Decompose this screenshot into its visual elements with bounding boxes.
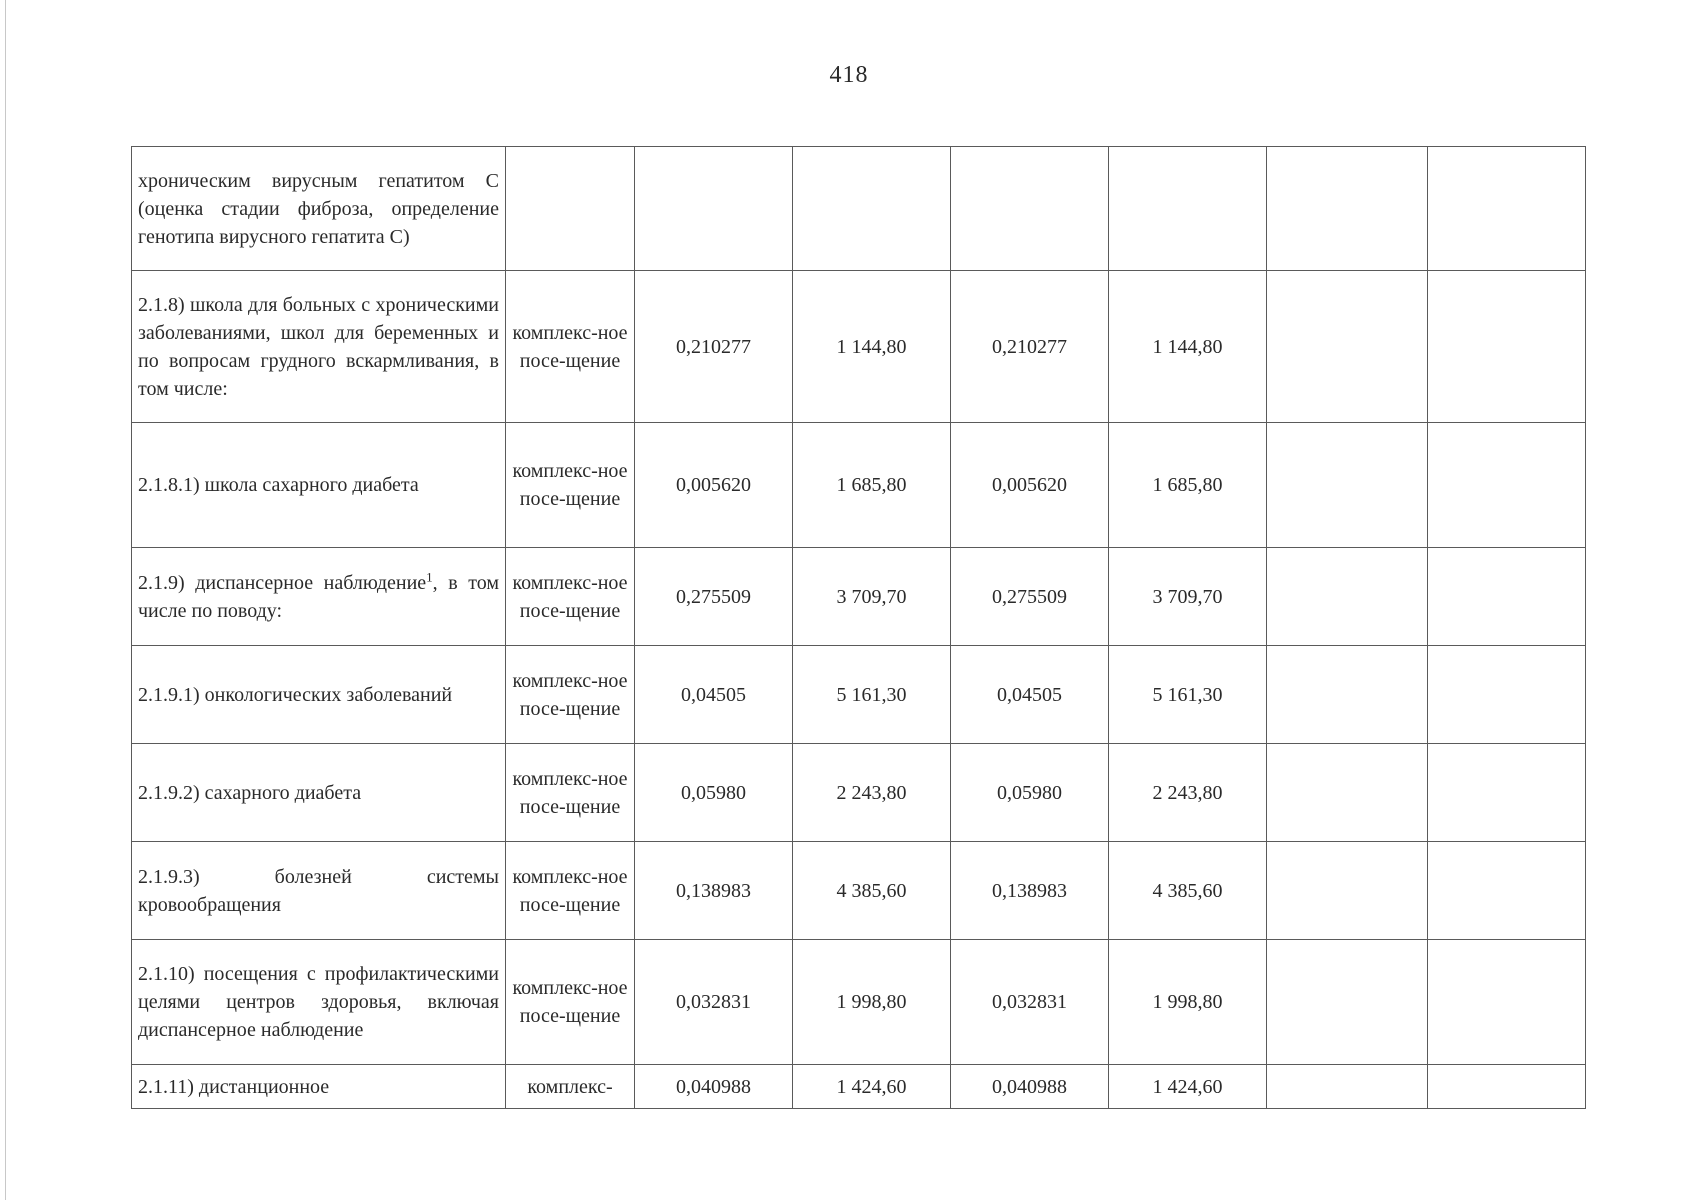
row-unit: комплекс-ное посе-щение xyxy=(506,646,635,744)
row-name: 2.1.9.3) болезней системы кровообращения xyxy=(132,842,506,940)
cell-value-3: 0,05980 xyxy=(951,744,1109,842)
cell-value-6 xyxy=(1428,271,1586,423)
cell-value-4: 4 385,60 xyxy=(1109,842,1267,940)
row-name xyxy=(132,548,506,646)
row-unit xyxy=(506,147,635,271)
cell-value-1: 0,04505 xyxy=(635,646,793,744)
cell-value-3: 0,275509 xyxy=(951,548,1109,646)
cell-value-6 xyxy=(1428,548,1586,646)
row-name: 2.1.8.1) школа сахарного диабета xyxy=(132,423,506,548)
row-unit: комплекс-ное посе-щение xyxy=(506,548,635,646)
cell-value-2: 5 161,30 xyxy=(793,646,951,744)
data-table xyxy=(131,146,1586,1109)
row-unit: комплекс-ное посе-щение xyxy=(506,744,635,842)
row-unit: комплекс-ное посе-щение xyxy=(506,940,635,1065)
cell-value-2: 3 709,70 xyxy=(793,548,951,646)
cell-value-4: 1 998,80 xyxy=(1109,940,1267,1065)
cell-value-6 xyxy=(1428,423,1586,548)
cell-value-4: 1 424,60 xyxy=(1109,1065,1267,1109)
cell-value-1: 0,210277 xyxy=(635,271,793,423)
cell-value-4: 2 243,80 xyxy=(1109,744,1267,842)
cell-value-5 xyxy=(1267,744,1428,842)
cell-value-5 xyxy=(1267,423,1428,548)
row-unit: комплекс-ное посе-щение xyxy=(506,271,635,423)
cell-value-5 xyxy=(1267,548,1428,646)
cell-value-6 xyxy=(1428,646,1586,744)
footnote-marker: 1 xyxy=(426,568,433,584)
table-row xyxy=(132,147,1586,271)
scan-edge-line xyxy=(5,0,6,1200)
cell-value-1 xyxy=(635,147,793,271)
row-name: 2.1.8) школа для больных с хроническими заболеваниями, школ для беременных и по вопросам грудного вскармливания, в том числе: xyxy=(132,271,506,423)
cell-value-4 xyxy=(1109,147,1267,271)
page-number: 418 xyxy=(829,62,869,88)
row-name: хроническим вирусным гепатитом С (оценка стадии фиброза, определение генотипа вирусного гепатита С) xyxy=(132,147,506,271)
cell-value-3: 0,210277 xyxy=(951,271,1109,423)
cell-value-5 xyxy=(1267,646,1428,744)
cell-value-5 xyxy=(1267,1065,1428,1109)
cell-value-2: 1 685,80 xyxy=(793,423,951,548)
cell-value-1: 0,275509 xyxy=(635,548,793,646)
row-name: 2.1.9.1) онкологических заболеваний xyxy=(132,646,506,744)
cell-value-2 xyxy=(793,147,951,271)
table-row xyxy=(132,842,1586,940)
row-name-tail: , в том числе по поводу: xyxy=(138,571,499,622)
row-unit: комплекс-ное посе-щение xyxy=(506,423,635,548)
cell-value-5 xyxy=(1267,271,1428,423)
cell-value-2: 4 385,60 xyxy=(793,842,951,940)
table-row xyxy=(132,271,1586,423)
cell-value-2: 1 144,80 xyxy=(793,271,951,423)
cell-value-3: 0,005620 xyxy=(951,423,1109,548)
cell-value-3: 0,04505 xyxy=(951,646,1109,744)
cell-value-4: 1 144,80 xyxy=(1109,271,1267,423)
cell-value-1: 0,032831 xyxy=(635,940,793,1065)
row-unit: комплекс-ное посе-щение xyxy=(506,842,635,940)
cell-value-3 xyxy=(951,147,1109,271)
cell-value-3: 0,138983 xyxy=(951,842,1109,940)
cell-value-2: 2 243,80 xyxy=(793,744,951,842)
row-name: 2.1.9.2) сахарного диабета xyxy=(132,744,506,842)
row-name: 2.1.10) посещения с профилактическими целями центров здоровья, включая диспансерное наблюдение xyxy=(132,940,506,1065)
table-row xyxy=(132,646,1586,744)
cell-value-3: 0,032831 xyxy=(951,940,1109,1065)
cell-value-5 xyxy=(1267,147,1428,271)
cell-value-5 xyxy=(1267,842,1428,940)
cell-value-2: 1 998,80 xyxy=(793,940,951,1065)
cell-value-2: 1 424,60 xyxy=(793,1065,951,1109)
cell-value-6 xyxy=(1428,744,1586,842)
cell-value-6 xyxy=(1428,147,1586,271)
table-row xyxy=(132,1065,1586,1109)
cell-value-1: 0,138983 xyxy=(635,842,793,940)
row-name: 2.1.11) дистанционное xyxy=(132,1065,506,1109)
row-unit: комплекс- xyxy=(506,1065,635,1109)
cell-value-4: 3 709,70 xyxy=(1109,548,1267,646)
cell-value-5 xyxy=(1267,940,1428,1065)
cell-value-6 xyxy=(1428,940,1586,1065)
cell-value-1: 0,05980 xyxy=(635,744,793,842)
row-name-text: 2.1.9) диспансерное наблюдение xyxy=(138,571,427,594)
table-row xyxy=(132,548,1586,646)
cell-value-3: 0,040988 xyxy=(951,1065,1109,1109)
cell-value-6 xyxy=(1428,842,1586,940)
cell-value-6 xyxy=(1428,1065,1586,1109)
table-row xyxy=(132,940,1586,1065)
table-row xyxy=(132,423,1586,548)
cell-value-1: 0,040988 xyxy=(635,1065,793,1109)
table-row xyxy=(132,744,1586,842)
cell-value-1: 0,005620 xyxy=(635,423,793,548)
cell-value-4: 5 161,30 xyxy=(1109,646,1267,744)
cell-value-4: 1 685,80 xyxy=(1109,423,1267,548)
